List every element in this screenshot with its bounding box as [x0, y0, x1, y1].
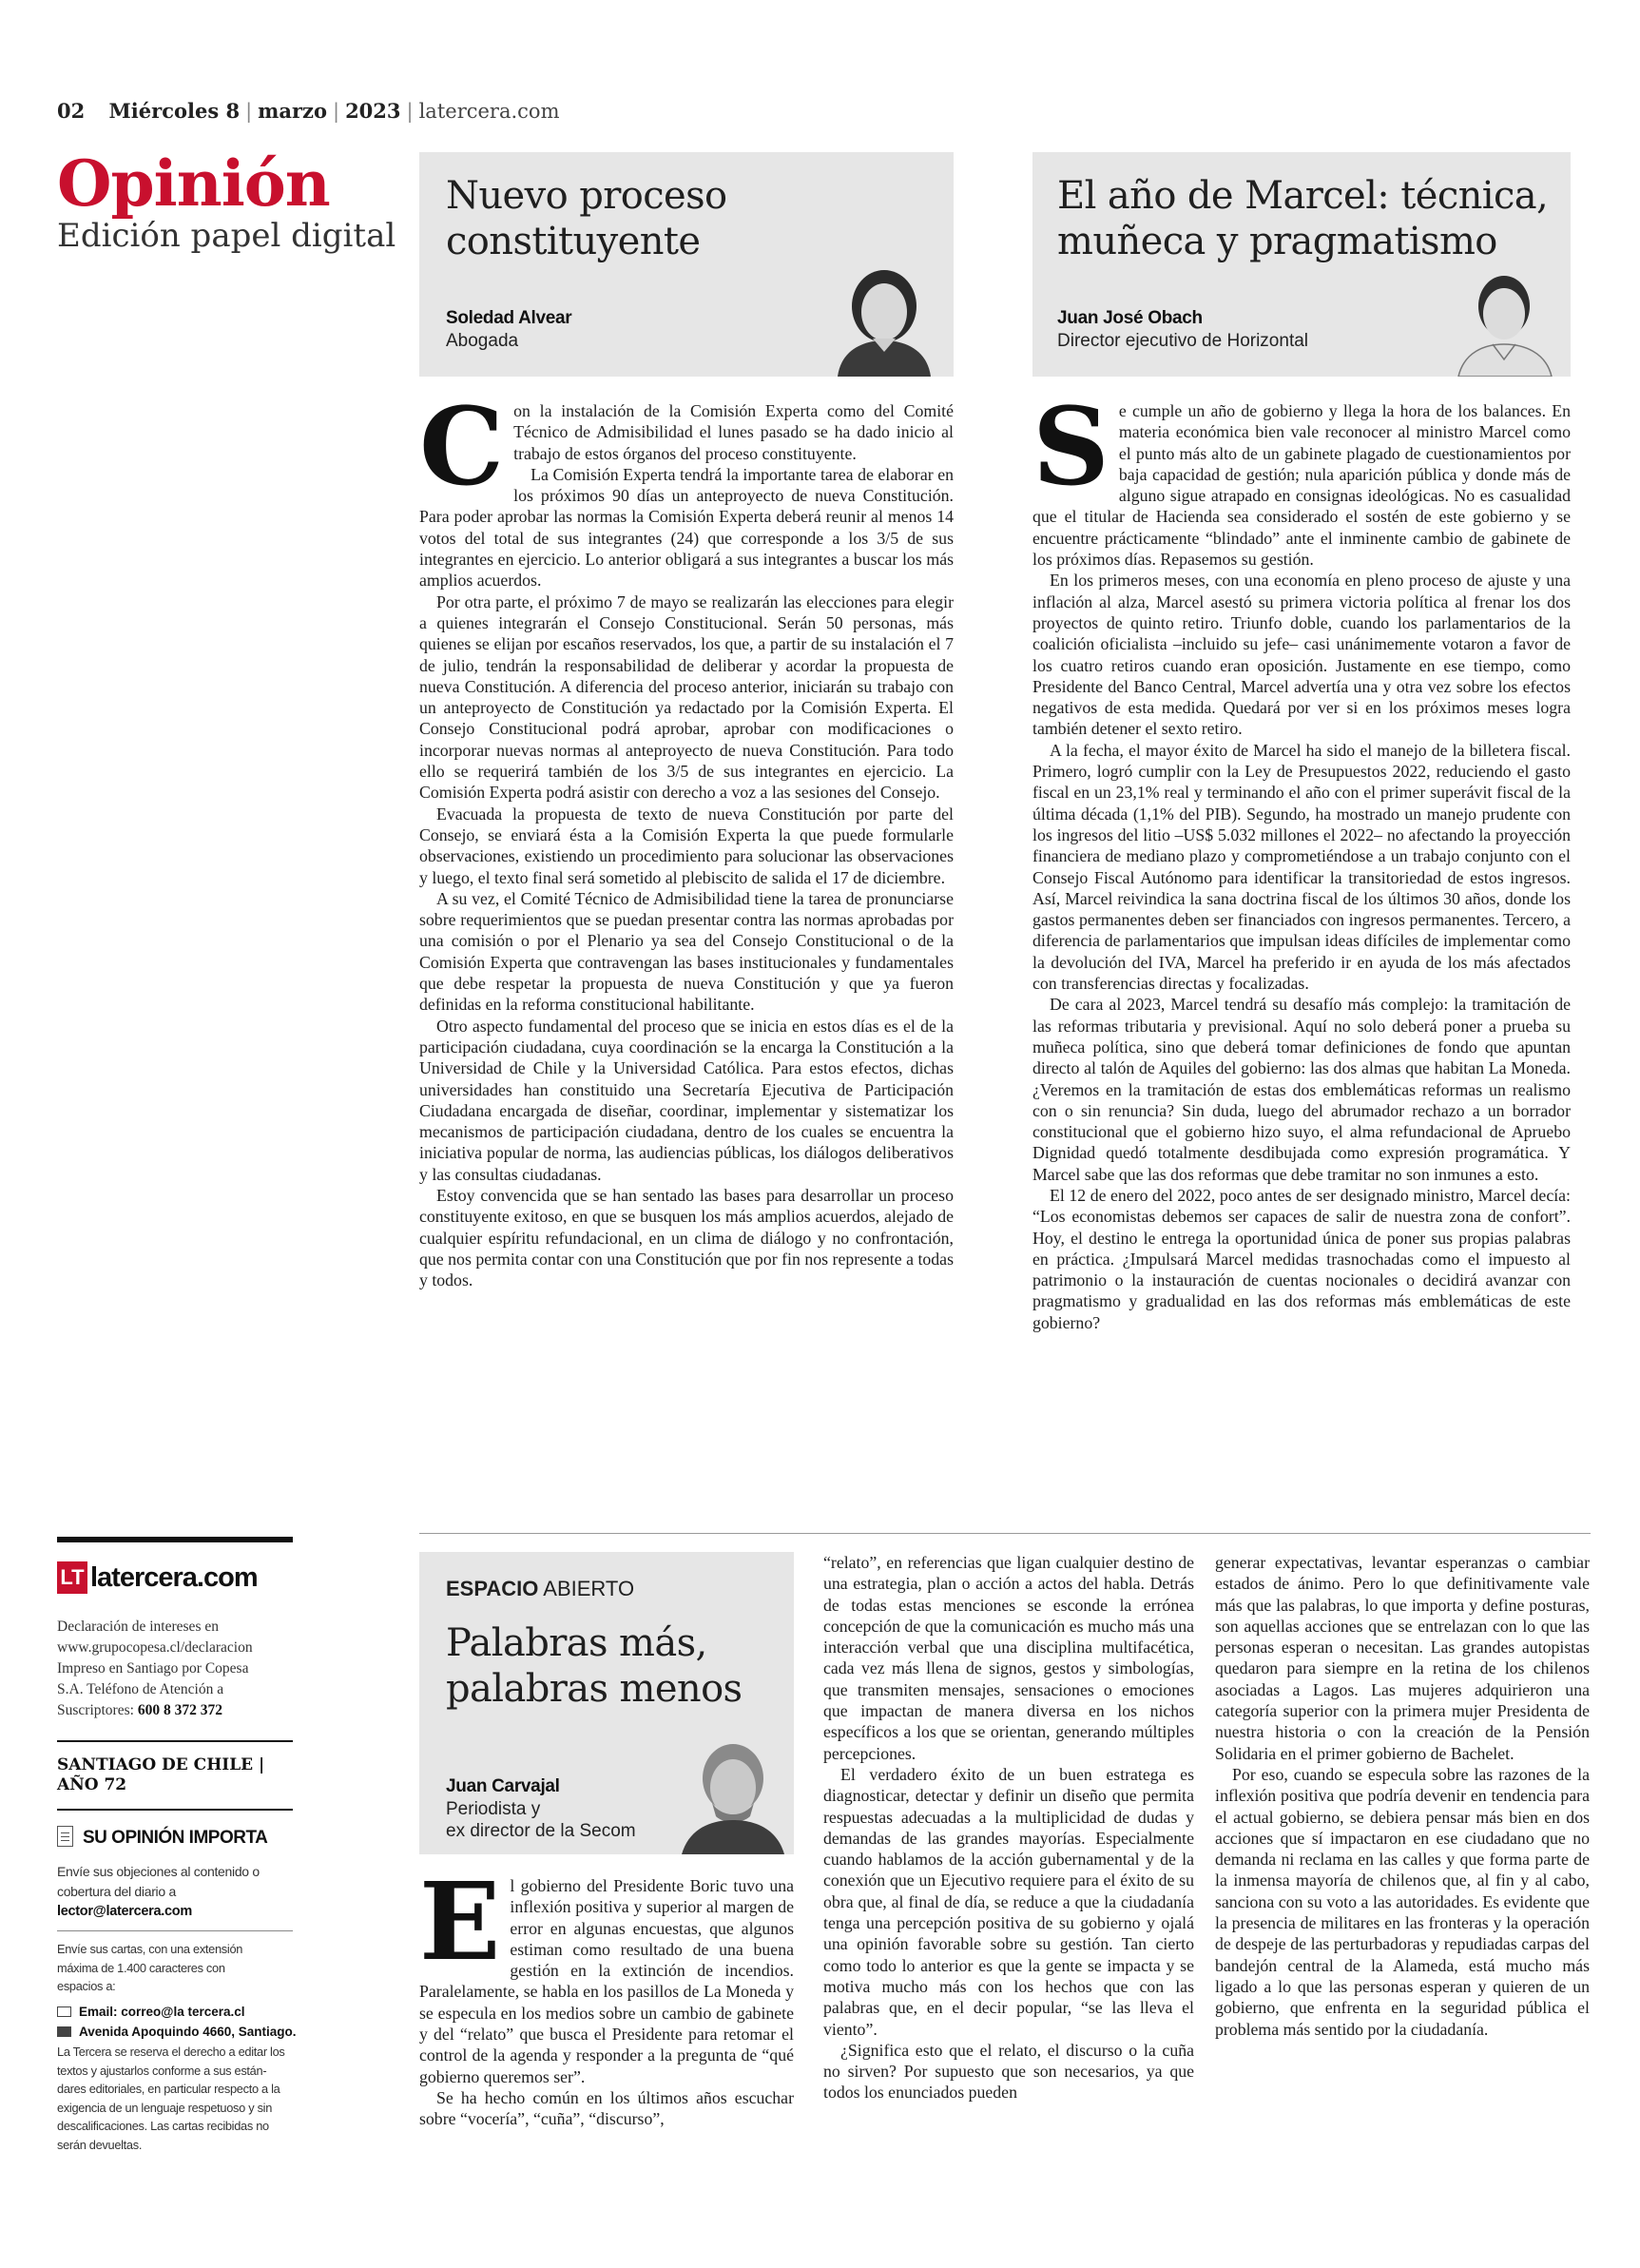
paragraph: Se ha hecho común en los últimos años escuchar sobre “vocería”, “cuña”, “discurso”,: [419, 2087, 794, 2129]
letters-line: máxima de 1.400 caracteres con: [57, 1960, 225, 1975]
rights-line: La Tercera se reserva el derecho a editar los: [57, 2045, 285, 2059]
letters-info: [57, 1940, 295, 1996]
rights-line: textos y ajustarlos conforme a sus están-: [57, 2063, 267, 2078]
sidebar-rule: [57, 1809, 293, 1811]
article1-author: Soledad Alvear: [446, 308, 572, 328]
paragraph: Por otra parte, el próximo 7 de mayo se realizarán las elecciones para elegir a quienes integrarán el Consejo Constitucional. Serán 50 personas, más quienes se elijan por escaños reservados, los que, a partir de su instalación el 7 de julio, tendrán la responsabilidad de deliberar y acordar la propuesta de nueva Constitución. A diferencia del proceso anterior, iniciarán su trabajo con un anteproyecto de Constitución ya redactado por la Comisión Experta. El Consejo Constitucional podrá aprobar, aprobar con modificaciones o incorporar nuevas normas al anteproyecto de nueva Constitución. Para todo ello se requerirá también de los 3/5 de sus integrantes en ejercicio. La Comisión Experta podrá asistir con derecho a voz a las sesiones del Consejo.: [419, 591, 954, 803]
paragraph: Por eso, cuando se especula sobre las razones de la inflexión positiva que podría devenir en tendencia para el actual gobierno, se debiera pensar más bien en dos acciones que sí impactaron en ese ciudadano que no demanda ni reclama en las calles y que forma parte de la inmensa mayoría de chilenos que, al fin y al cabo, sanciona con su voto a las autoridades. Es evidente que la presencia de militares en las fronteras y la operación de despeje de las perturbadoras y repudiadas carpas del bandejón central de la Alameda, está mucho más ligado a lo que las personas esperan y quieren de un gobierno, que enfrenta en la seguridad pública el problema más sentido por la ciudadanía.: [1215, 1764, 1590, 2039]
paragraph: “relato”, en referencias que ligan cualquier destino de una estrategia, plan o acción a actos del habla. Detrás de todas estas menciones se esconde la errónea concepción de que la comunicación es mucho más una interacción verbal que una disciplina multifacética, cada vez más llena de signos, gestos y simbologías, que transmiten mensajes, sensaciones o emociones que impactan de manera diversa en los nichos específicos a los que se orientan, generando múltiples percepciones.: [823, 1553, 1194, 1763]
article3-kicker: [446, 1577, 634, 1601]
article3-headline: Palabras más, palabras menos: [446, 1621, 743, 1711]
dropcap: C: [419, 385, 505, 510]
phone-number: 600 8 372 372: [137, 1702, 222, 1718]
sidebar-rule: [57, 1930, 293, 1931]
article1-title-box: [419, 152, 954, 377]
article3-author: Juan Carvajal: [446, 1776, 560, 1796]
declaration-line: Impreso en Santiago por Copesa: [57, 1660, 249, 1677]
article1-role: Abogada: [446, 331, 519, 351]
header-year: 2023: [345, 99, 401, 123]
letters-line: Envíe sus cartas, con una extensión: [57, 1942, 243, 1956]
opinion-text-line: Envíe sus objeciones al contenido o: [57, 1864, 260, 1879]
section-divider: [419, 1533, 1591, 1534]
opinion-email-link[interactable]: lector@latercera.com: [57, 1904, 192, 1919]
rights-line: descalificaciones. Las cartas recibidas no: [57, 2119, 269, 2133]
city-label: SANTIAGO DE CHILE |: [57, 1755, 265, 1774]
paragraph: En los primeros meses, con una economía en pleno proceso de ajuste y una inflación al alza, Marcel asestó su primera victoria política al frenar los dos proyectos de quinto retiro. Triunfo doble, cuando los parlamentarios de la coalición oficialista –incluido su jefe– casi unánimemente votaron a favor de los cuatro retiros cuando eran oposición. Justamente en ese tiempo, como Presidente del Banco Central, Marcel advertía una y otra vez sobre los efectos negativos de esta medida. Quedará por ver si en los próximos meses logra también detener el sexto retiro.: [1032, 571, 1571, 739]
paragraph: Estoy convencida que se han sentado las bases para desarrollar un proceso constituyente exitoso, en que se busquen los más amplios acuerdos, alejado de cualquier espíritu refundacional, en un clima de diálogo y no confrontación, que nos permita contar con una Constitución que por fin nos represente a todas y todos.: [419, 1185, 954, 1290]
paragraph: Otro aspecto fundamental del proceso que se inicia en estos días es el de la participación ciudadana, cuya coordinación se la encarga la Constitución a la Universidad de Chile y la Universidad Católica. Para estos efectos, dichas universidades han constituido una Secretaría Ejecutiva de Participación Ciudadana encargada de diseñar, coordinar, implementar y sistematizar los mecanismos de participación ciudadana, dentro de los cuales se encuentra la iniciativa popular de norma, las audiencias públicas, los diálogos deliberativos y las consultas ciudadanas.: [419, 1016, 954, 1184]
rights-line: dares editoriales, en particular respecto a la: [57, 2082, 280, 2096]
opinion-title: SU OPINIÓN IMPORTA: [83, 1828, 268, 1848]
paragraph: on la instalación de la Comisión Experta como del Comité Técnico de Admisibilidad el lunes pasado se ha dado inicio al trabajo de estos órganos del proceso constituyente.: [513, 401, 954, 463]
opinion-text-line: cobertura del diario a: [57, 1884, 176, 1899]
lt-logo-mark: LT: [57, 1561, 87, 1594]
header-month: marzo: [258, 99, 327, 123]
article3-title-box: [419, 1552, 794, 1854]
latercera-logo[interactable]: [57, 1561, 295, 1599]
paragraph: Evacuada la propuesta de texto de nueva Constitución por parte del Consejo, se enviará ésta a la Comisión Experta la que puede formularle observaciones, existiendo un procedimiento para solucionar las observaciones y luego, el texto final será sometido al plebiscito de salida el 17 de diciembre.: [419, 804, 954, 887]
article3-role-line1: Periodista y: [446, 1799, 541, 1819]
letters-line: espacios a:: [57, 1979, 116, 1993]
author-portrait-icon: [828, 257, 940, 377]
article2-headline: El año de Marcel: técnica, muñeca y pragmatismo: [1057, 174, 1549, 263]
email-icon: [57, 2006, 71, 2017]
letters-address: Avenida Apoquindo 4660, Santiago.: [57, 2023, 304, 2042]
article1-body: [419, 385, 954, 1290]
section-title: Opinión: [57, 146, 330, 221]
paragraph: El verdadero éxito de un buen estratega es diagnosticar, detectar y definir un diseño que permita respuestas adecuadas a la multiplicidad de dudas y demandas de las grandes mayorías. Especialmente cuando hablamos de la acción gubernamental y de la conexión que un Ejecutivo requiere para el éxito de su obra que, al final de día, se reduce a que la ciudadanía tenga una percepción positiva de su gobierno y ojalá una opinión favorable sobre su gestión. Tan cierto como todo lo anterior es que la gente se impacta y se motiva mucho más con los hechos que con las palabras que, en el decir popular, “se las lleva el viento”.: [823, 1764, 1194, 2039]
paragraph: e cumple un año de gobierno y llega la hora de los balances. En materia económica bien vale reconocer al ministro Marcel como el punto más alto de un gabinete plagado de cuestionamientos por baja capacidad de gestión; nula aparición pública y donde más de alguno sigue atrapado en consignas ideológicas. No es casualidad que el titular de Hacienda sea considerado el sostén de este gobierno y se encuentre prácticamente “blindado” ante el inminente cambio de gabinete de los próximos días. Repasemos su gestión.: [1032, 401, 1571, 570]
author-portrait-icon: [1451, 259, 1563, 377]
mailbox-icon: [57, 2026, 71, 2037]
sidebar-rule: [57, 1740, 293, 1742]
declaration-block: [57, 1617, 295, 1721]
declaration-line: Declaración de intereses en: [57, 1619, 219, 1635]
declaration-line: Suscriptores: 600 8 372 372: [57, 1702, 222, 1718]
paragraph: A su vez, el Comité Técnico de Admisibilidad tiene la tarea de pronunciarse sobre requerimientos que se puedan presentar contra las normas aprobadas por una comisión o por el Plenario ya sea del Consejo Constitucional o de la Comisión Experta que contravengan las bases institucionales y fundamentales que debe respetar la propuesta de nueva Constitución y que ya fueron definidas en la reforma constitucional habilitante.: [419, 888, 954, 1015]
sidebar-rule: [57, 1537, 293, 1542]
paragraph: A la fecha, el mayor éxito de Marcel ha sido el manejo de la billetera fiscal. Primero, logró cumplir con la Ley de Presupuestos 2022, reduciendo el gasto fiscal en un 23,1% real y terminando el año con el primer superávit fiscal de la última década (1,1% del PIB). Segundo, ha mostrado un manejo prudente con los ingresos del litio –US$ 5.032 millones el 2022– no afectando la proyección financiera de mediano plazo y comprometiéndose a un trabajo conjunto con el Consejo Fiscal Autónomo para identificar la transitoriedad de estos ingresos. Así, Marcel reivindica la sana doctrina fiscal de los últimos 30 años, donde los gastos permanentes deben ser financiados con ingresos permanentes. Tercero, a diferencia de parlamentarios que impulsan ideas difíciles de implementar como la devolución del IVA, Marcel ha preferido ir en ayuda de los más afectados con transferencias directas y focalizadas.: [1032, 740, 1571, 994]
rights-line: exigencia de un lenguaje respetuoso y sin: [57, 2100, 273, 2115]
article2-title-box: [1032, 152, 1571, 377]
declaration-link[interactable]: www.grupocopesa.cl/declaracion: [57, 1639, 253, 1656]
paragraph: generar expectativas, levantar esperanzas o cambiar estados de ánimo. Pero lo que definitivamente vale más que las palabras, lo que importa y define posturas, son aquellas acciones que se entrelazan con lo que las personas esperan o necesitan. Las grandes autopistas quedaron para siempre en la retina de los chilenos asociadas a Lagos. Las mujeres adquirieron una categoría superior con la primera mujer Presidenta de nuestra historia o con la creación de la Pensión Solidaria en el primer gobierno de Bachelet.: [1215, 1553, 1590, 1763]
opinion-text: [57, 1862, 295, 1922]
opinion-header: [57, 1826, 295, 1849]
article2-role: Director ejecutivo de Horizontal: [1057, 331, 1309, 351]
article3-col3: [1215, 1552, 1590, 2040]
article3-col2: [823, 1552, 1194, 2103]
article1-headline: Nuevo proceso constituyente: [446, 174, 727, 263]
dropcap: S: [1032, 385, 1109, 510]
article3-role-line2: ex director de la Secom: [446, 1821, 636, 1841]
letters-email[interactable]: Email: correo@la tercera.cl: [57, 2003, 304, 2022]
header-date: Miércoles 8: [108, 99, 241, 123]
article2-body: [1032, 385, 1571, 1333]
document-icon: [57, 1826, 73, 1847]
author-portrait-icon: [674, 1729, 790, 1854]
paragraph: l gobierno del Presidente Boric tuvo una inflexión positiva y superior al margen de error en algunas encuestas, que algunos estiman como resultado de una buena gestión en la extinción de incendios. Paralelamente, se habla en los pasillos de La Moneda y se especula en los medios sobre un cambio de gabinete y del “relato” que busca el Presidente para retomar el control de la agenda y responder a la pregunta de “qué gobierno queremos ser”.: [419, 1876, 794, 2086]
page-header: 02 Miércoles 8 | marzo | 2023 | latercera.com: [57, 99, 560, 123]
kicker-bold: ESPACIO: [446, 1577, 539, 1600]
page-number: 02: [57, 99, 86, 123]
dropcap: E: [419, 1860, 501, 1985]
declaration-line: S.A. Teléfono de Atención a: [57, 1681, 224, 1697]
article2-author: Juan José Obach: [1057, 308, 1203, 328]
paragraph: De cara al 2023, Marcel tendrá su desafío más complejo: la tramitación de las reformas tributaria y previsional. Aquí no solo deberá poner a prueba su muñeca política, sino que deberá tomar definiciones de fondo que apuntan directo al talón de Aquiles del gobierno: las dos almas que habitan La Moneda. ¿Veremos en la tramitación de estas dos emblemáticas reformas un realismo con o sin renuncia? Sin duda, luego del abrumador rechazo a un borrador constitucional que el gobierno hizo suyo, el alma refundacional de Apruebo Dignidad quedó totalmente desdibujada como expresión programática. Y Marcel sabe que las dos reformas que debe tramitar no son inmunes a esto.: [1032, 995, 1571, 1184]
year-label: AÑO 72: [57, 1775, 127, 1794]
header-site-link[interactable]: latercera.com: [418, 100, 560, 123]
article3-col1: [419, 1860, 794, 2130]
section-subtitle: Edición papel digital: [57, 217, 396, 255]
rights-line: serán devueltas.: [57, 2137, 143, 2152]
paragraph: El 12 de enero del 2022, poco antes de ser designado ministro, Marcel decía: “Los economistas debemos ser capaces de salir de nuestra zona de confort”. Hoy, el destino le entrega la oportunidad única de poner sus propias palabras en práctica. ¿Impulsará Marcel medidas trasnochadas como el impuesto al patrimonio o la instauración de cuentas nocionales o decidirá avanzar con pragmatismo y gradualidad en las dos reformas más emblemáticas de este gobierno?: [1032, 1185, 1571, 1332]
lt-logo-name: latercera.com: [90, 1561, 258, 1593]
paragraph: ¿Significa esto que el relato, el discurso o la cuña no sirven? Por supuesto que son necesarios, ya que todos los enunciados pueden: [823, 2040, 1194, 2103]
kicker-rest: ABIERTO: [543, 1577, 635, 1600]
paragraph: La Comisión Experta tendrá la importante tarea de elaborar en los próximos 90 días un anteproyecto de nueva Constitución. Para poder aprobar las normas la Comisión Experta deberá reunir al menos 14 votos del total de sus integrantes (24) que corresponde a los 3/5 de sus integrantes en ejercicio. Lo anterior obligará a sus integrantes a buscar los más amplios acuerdos.: [419, 464, 954, 591]
rights-notice: [57, 2043, 295, 2154]
